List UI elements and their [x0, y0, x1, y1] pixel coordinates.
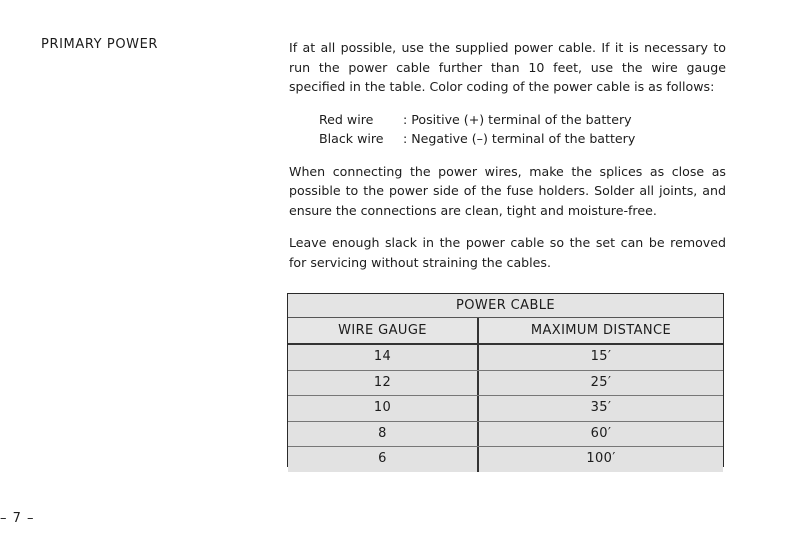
splice-paragraph: When connecting the power wires, make the splices as close as possible to the power side of the fuse holders. Solder all joints, and ensure the connections are clean, tight and moisture-free.: [289, 163, 726, 218]
section-title: PRIMARY POWER: [41, 37, 159, 52]
wire-row-red: [319, 110, 726, 130]
body-text: [289, 38, 726, 272]
wire-name: Red wire: [319, 111, 374, 127]
wire-description: : Positive (+) terminal of the battery: [403, 111, 632, 127]
table-row: [288, 371, 723, 397]
gauge-cell: 14: [288, 345, 479, 370]
table-header: [288, 318, 723, 345]
table-row: [288, 396, 723, 422]
table-row: [288, 447, 723, 472]
intro-paragraph: If at all possible, use the supplied power cable. If it is necessary to run the power cable further than 10 feet, use the wire gauge specified in the table. Color coding of the power cable is as follows:: [289, 40, 726, 94]
distance-cell: 25′: [590, 374, 612, 390]
distance-cell: 15′: [590, 349, 612, 364]
distance-cell: 35′: [590, 400, 612, 415]
table-row: [288, 422, 723, 448]
distance-cell: 100′: [586, 451, 616, 466]
gauge-cell: 8: [288, 422, 479, 447]
table-title: POWER CABLE: [288, 294, 723, 318]
gauge-cell: 12: [288, 371, 479, 396]
gauge-cell: 10: [288, 396, 479, 421]
header-wire-gauge: WIRE GAUGE: [288, 318, 479, 343]
distance-cell: 60′: [590, 425, 612, 441]
wire-description: : Negative (–) terminal of the battery: [403, 131, 636, 146]
page-number: – 7 –: [0, 511, 35, 526]
wire-row-black: [319, 129, 726, 149]
slack-paragraph: Leave enough slack in the power cable so the set can be removed for servicing without straining the cables.: [289, 235, 726, 270]
wire-name: Black wire: [319, 131, 384, 146]
gauge-cell: 6: [288, 447, 479, 472]
header-max-distance: MAXIMUM DISTANCE: [530, 323, 672, 338]
wire-color-coding: [319, 110, 726, 149]
power-cable-table: [287, 293, 724, 467]
table-row: [288, 345, 723, 371]
